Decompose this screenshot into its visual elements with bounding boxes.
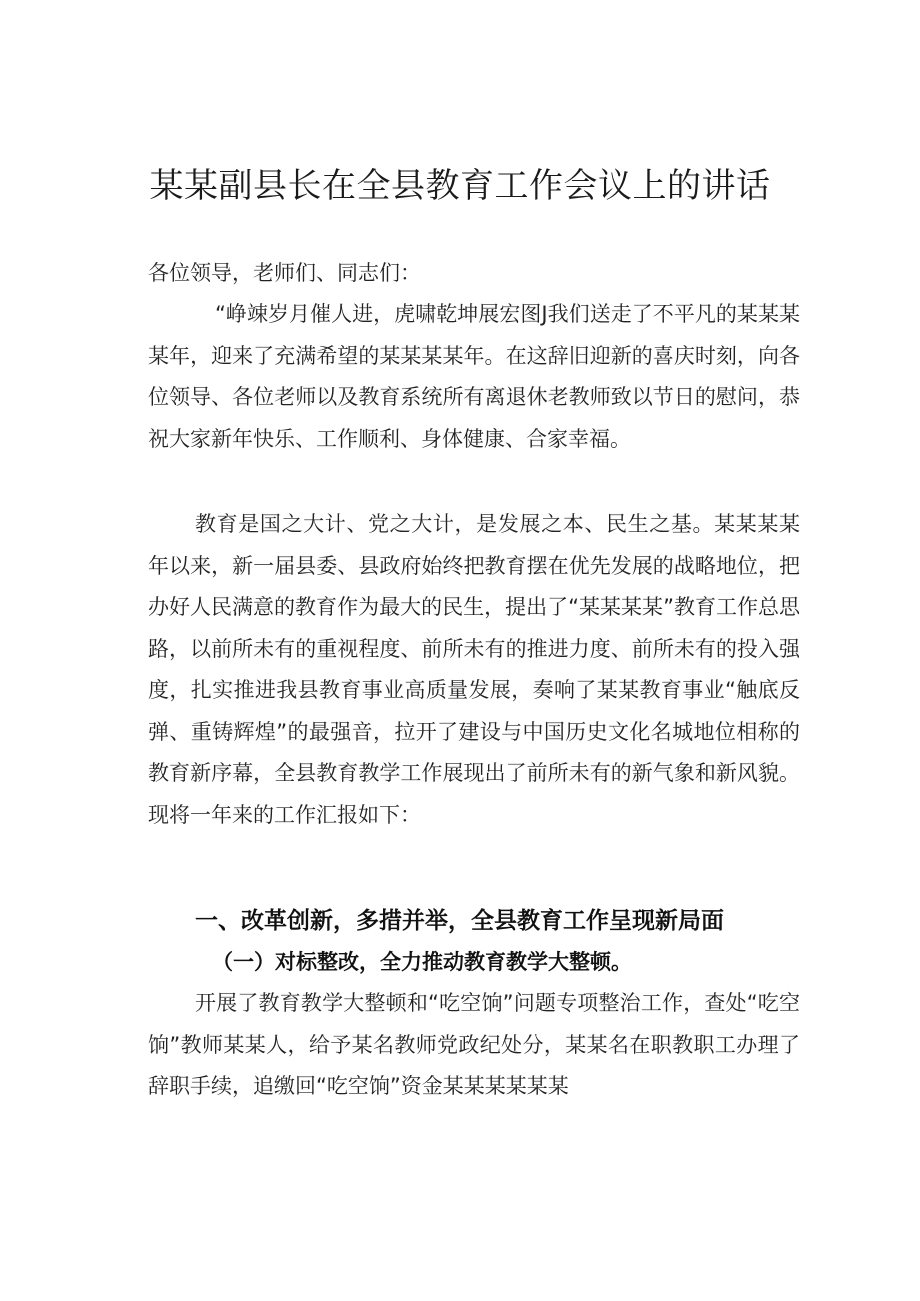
paragraph-rectification: 开展了教育教学大整顿和“吃空饷”问题专项整治工作，查处“吃空饷”教师某某人，给予某名教师党政纪处分，某某名在职教职工办理了辞职手续，追缴回“吃空饷”资金某某某某某某 (148, 991, 800, 1098)
document-title: 某某副县长在全县教育工作会议上的讲话 (149, 166, 771, 206)
subsection-heading: （一）对标整改，全力推动教育教学大整顿。 (212, 950, 632, 974)
section-heading: 一、改革创新，多措并举，全县教育工作呈现新局面 (195, 908, 724, 934)
paragraph-overview: 教育是国之大计、党之大计，是发展之本、民生之基。某某某某年以来，新一届县委、县政府始终把教育摆在优先发展的战略地位，把办好人民满意的教育作为最大的民生，提出了“某某某某”教育工作总思路，以前所未有的重视程度、前所未有的推进力度、前所未有的投入强度，扎实推进我县教育事业高质量发展，奏响了某某教育事业“触底反弹、重铸辉煌”的最强音，拉开了建设与中国历史文化名城地位相称的教育新序幕，全县教育教学工作展现出了前所未有的新气象和新风貌。现将一年来的工作汇报如下： (148, 512, 800, 827)
paragraph-opening: “峥竦岁月催人进，虎啸乾坤展宏图J我们送走了不平凡的某某某某年，迎来了充满希望的某某某某年。在这辞旧迎新的喜庆时刻，向各位领导、各位老师以及教育系统所有离退休老教师致以节日的慰问，恭祝大家新年快乐、工作顺利、身体健康、合家幸福。 (148, 302, 800, 451)
salutation: 各位领导，老师们、同志们： (148, 261, 421, 285)
